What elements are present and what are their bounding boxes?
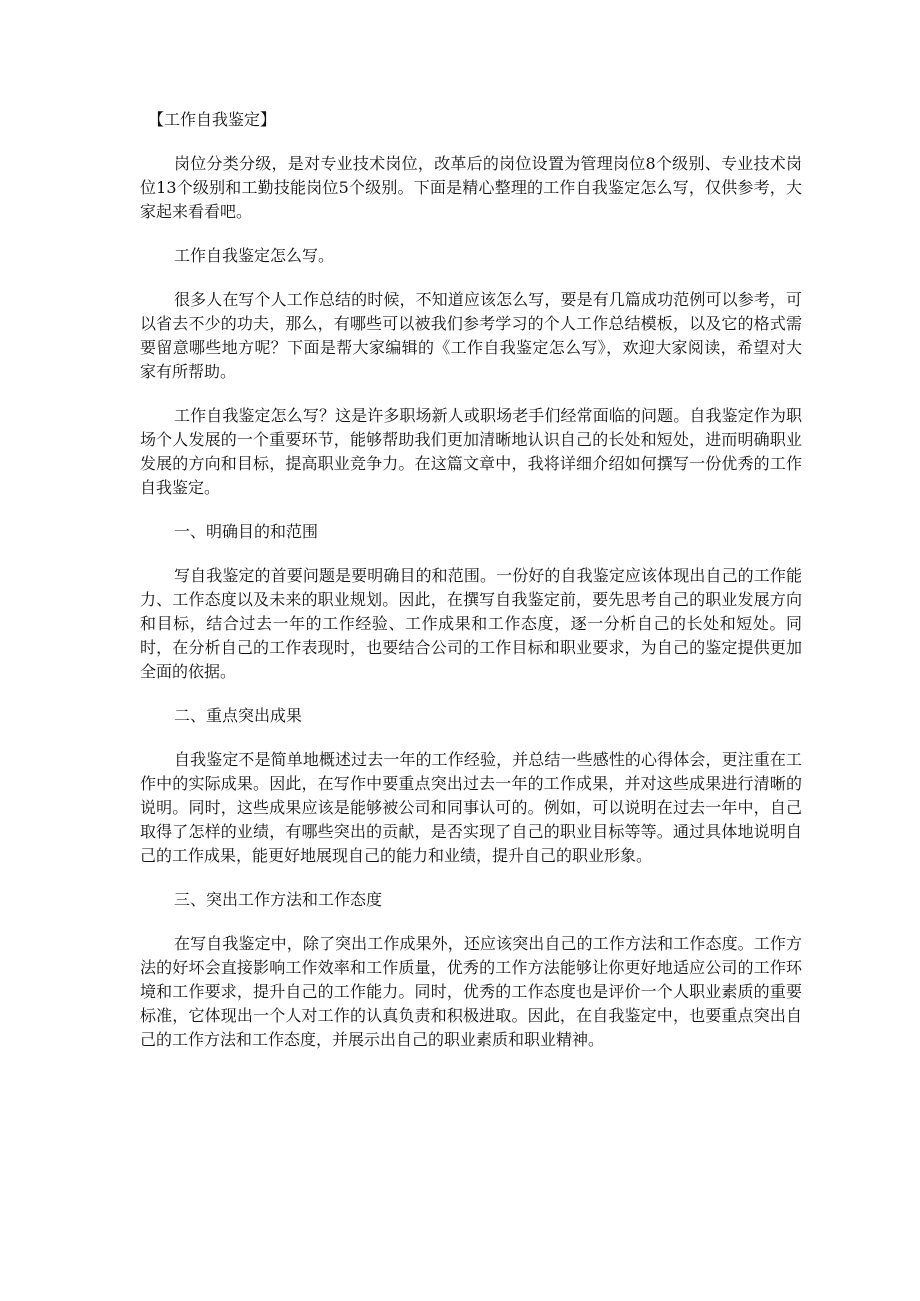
document-title: 【工作自我鉴定】 [148, 110, 277, 129]
section-heading-2: 二、重点突出成果 [174, 706, 303, 725]
paragraph-4: 自我鉴定不是简单地概述过去一年的工作经验，并总结一些感性的心得体会，更注重在工作中的实际成果。因此，在写作中要重点突出过去一年的工作成果，并对这些成果进行清晰的说明。同时，这些成果应该是能够被公司和同事认可的。例如，可以说明在过去一年中，自己取得了怎样的业绩，有哪些突出的贡献，是否实现了自己的职业目标等等。通过具体地说明自己的工作成果，能更好地展现自己的能力和业绩，提升自己的职业形象。 [140, 750, 802, 865]
intro-paragraph: 岗位分类分级，是对专业技术岗位，改革后的岗位设置为管理岗位8个级别、专业技术岗位13个级别和工勤技能岗位5个级别。下面是精心整理的工作自我鉴定怎么写，仅供参考，大家起来看看吧。 [140, 154, 802, 221]
subtitle: 工作自我鉴定怎么写。 [174, 246, 335, 265]
paragraph-1: 很多人在写个人工作总结的时候，不知道应该怎么写，要是有几篇成功范例可以参考，可以省去不少的功夫，那么，有哪些可以被我们参考学习的个人工作总结模板，以及它的格式需要留意哪些地方呢？下面是帮大家编辑的《工作自我鉴定怎么写》，欢迎大家阅读，希望对大家有所帮助。 [140, 290, 802, 381]
paragraph-3: 写自我鉴定的首要问题是要明确目的和范围。一份好的自我鉴定应该体现出自己的工作能力、工作态度以及未来的职业规划。因此，在撰写自我鉴定前，要先思考自己的职业发展方向和目标，结合过去一年的工作经验、工作成果和工作态度，逐一分析自己的长处和短处。同时，在分析自己的工作表现时，也要结合公司的工作目标和职业要求，为自己的鉴定提供更加全面的依据。 [140, 566, 802, 681]
paragraph-2: 工作自我鉴定怎么写？这是许多职场新人或职场老手们经常面临的问题。自我鉴定作为职场个人发展的一个重要环节，能够帮助我们更加清晰地认识自己的长处和短处，进而明确职业发展的方向和目标，提高职业竞争力。在这篇文章中，我将详细介绍如何撰写一份优秀的工作自我鉴定。 [140, 406, 802, 497]
section-heading-3: 三、突出工作方法和工作态度 [174, 890, 383, 909]
document-page [140, 108, 802, 1072]
section-heading-1: 一、明确目的和范围 [174, 522, 319, 541]
paragraph-5: 在写自我鉴定中，除了突出工作成果外，还应该突出自己的工作方法和工作态度。工作方法的好坏会直接影响工作效率和工作质量，优秀的工作方法能够让你更好地适应公司的工作环境和工作要求，提升自己的工作能力。同时，优秀的工作态度也是评价一个人职业素质的重要标准，它体现出一个人对工作的认真负责和积极进取。因此，在自我鉴定中，也要重点突出自己的工作方法和工作态度，并展示出自己的职业素质和职业精神。 [140, 934, 802, 1049]
